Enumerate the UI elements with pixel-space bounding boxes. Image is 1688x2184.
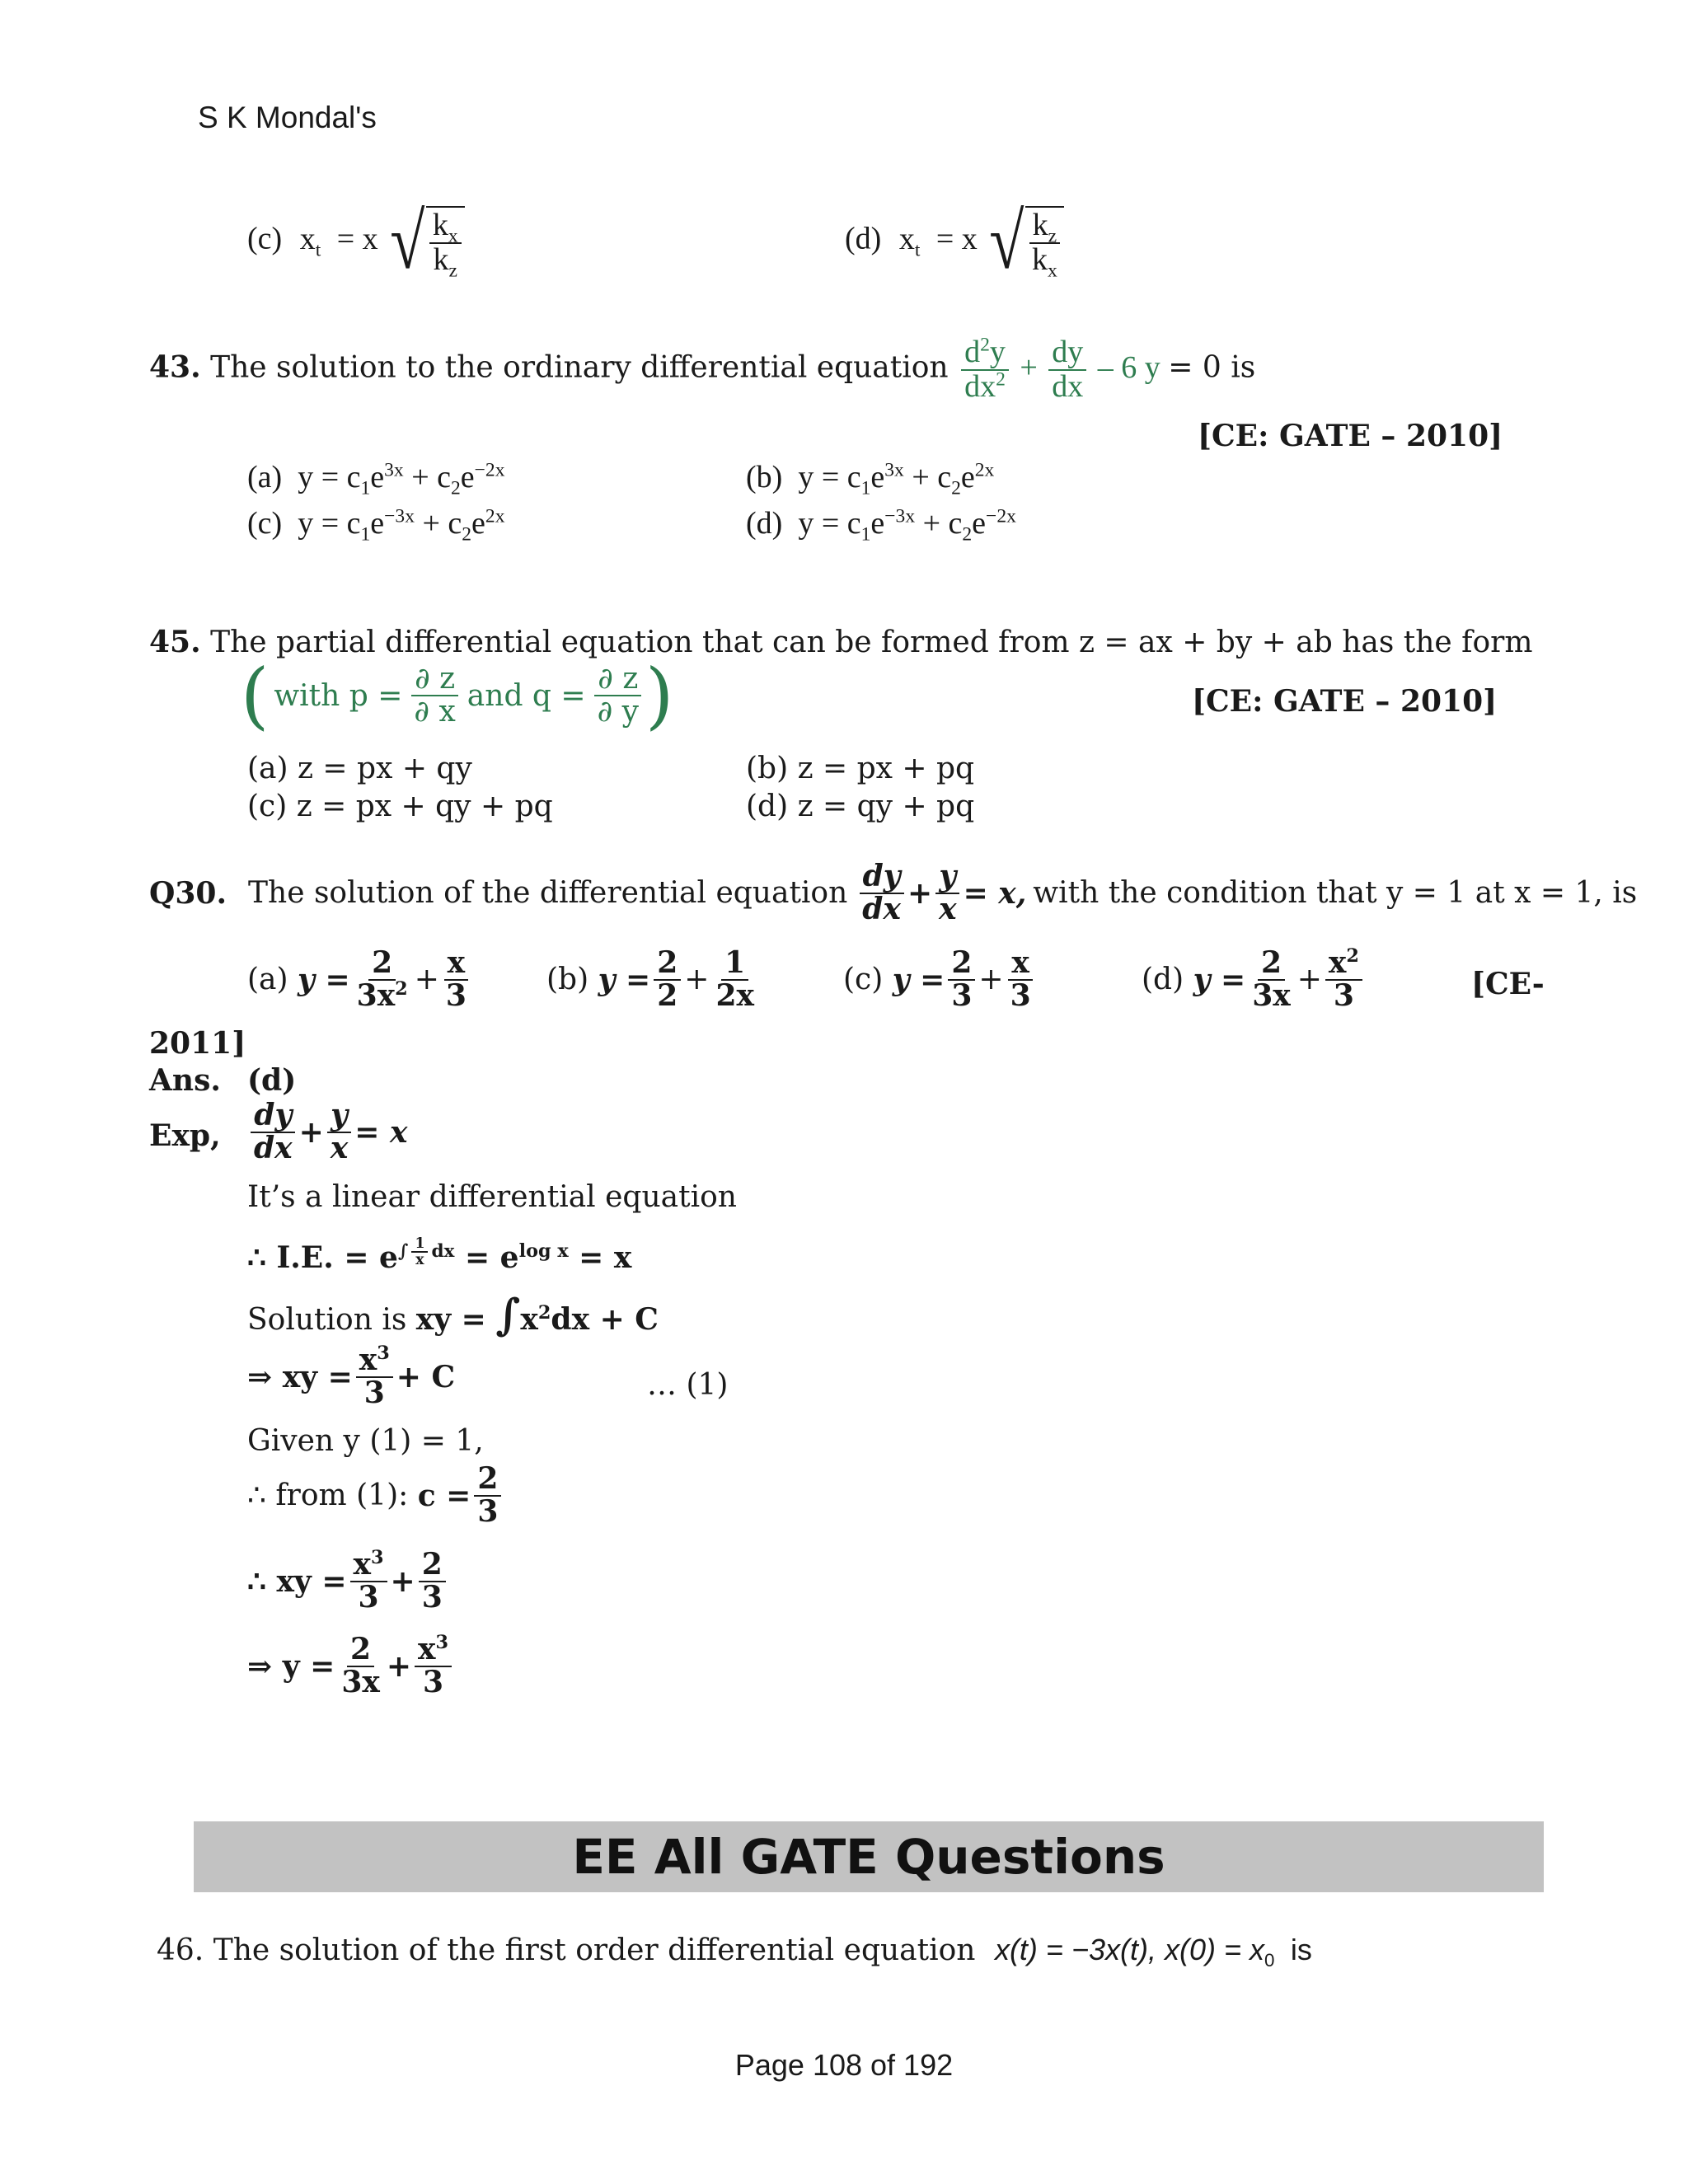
q45-tag: [CE: GATE – 2010]	[1192, 684, 1498, 719]
q43-option-a: (a) $y = c_1e^{3x} + c_2e^{-2x}$	[247, 459, 505, 499]
q43-option-b: (b) $y = c_1e^{3x} + c_2e^{2x}$	[746, 459, 995, 499]
q43-option-d: (d) $y = c_1e^{-3x} + c_2e^{-2x}$	[746, 505, 1016, 546]
question-text: 46. The solution of the first order differential equation	[157, 1933, 976, 1967]
prev-option-d	[845, 197, 1064, 285]
q43-tag: [CE: GATE – 2010]	[1198, 419, 1503, 453]
step-1-reference: … (1)	[647, 1368, 729, 1402]
answer-label: Ans.	[149, 1063, 221, 1098]
option-label: (c)	[247, 221, 283, 256]
q45-option-c: (c) z = px + qy + pq	[247, 790, 553, 823]
question-number: 43.	[149, 349, 201, 385]
equation-tail: = 0 is	[1168, 350, 1256, 385]
solution-statement: Solution is xy = $\int x^2dx + C$	[247, 1290, 659, 1340]
xy-result: ∴ xy = $\frac{x^3}{3}$ + $\frac{2}{3}$	[247, 1549, 449, 1614]
section-banner	[194, 1821, 1544, 1892]
q30-tag-part2: 2011]	[149, 1026, 246, 1061]
radical-sign: √	[989, 197, 1025, 285]
q43-option-c: (c) $y = c_1e^{-3x} + c_2e^{2x}$	[247, 505, 505, 546]
option-lhs: x	[299, 221, 316, 256]
option-rhs: = x	[336, 221, 378, 256]
sqrt-expression: √ $\frac{k_x}{k_z}$	[386, 202, 464, 281]
option-label: (d)	[845, 221, 882, 256]
q45-option-d: (d) z = qy + pq	[746, 790, 975, 823]
prev-option-c	[247, 197, 465, 285]
question-number: 45.	[149, 625, 201, 659]
constant-value: ∴ from (1): c = $\frac{2}{3}$	[247, 1464, 504, 1528]
option-lhs: x	[898, 221, 915, 256]
question-number: Q30.	[149, 875, 227, 911]
q43-equation: $\frac{d^2y}{dx^2}$ + $\frac{dy}{dx}$ – 6 y	[958, 350, 1168, 385]
step-1: ⇒ xy = $\frac{x^3}{3}$ + C	[247, 1343, 456, 1410]
q46-equation: x(t) = −3x(t), x(0) = x	[994, 1933, 1264, 1966]
q45-option-b: (b) z = px + pq	[746, 752, 975, 785]
q30-stem	[149, 861, 1637, 926]
q46-equation-sub: 0	[1264, 1950, 1275, 1971]
q45-stem	[149, 625, 1533, 659]
q30-option-c: (c) y = $\frac{2}{3}$ + $\frac{x}{3}$	[843, 948, 1038, 1012]
explanation-label: Exp,	[149, 1118, 221, 1153]
q30-tag-part1: [CE-	[1471, 967, 1545, 1001]
q30-equation: $\frac{dy}{dx}$ + $\frac{y}{x}$ = x,	[856, 861, 1026, 926]
page-number: Page 108 of 192	[734, 2048, 954, 2082]
q43-stem	[149, 336, 1255, 404]
radical-sign: √	[390, 197, 425, 285]
q30-condition: with the condition that y = 1 at x = 1, is	[1033, 876, 1638, 911]
option-lhs-sub: t	[914, 239, 921, 261]
explanation-equation: $\frac{dy}{dx}$ + $\frac{y}{x}$ = x	[247, 1100, 407, 1165]
final-result: ⇒ y = $\frac{2}{3x}$ + $\frac{x^3}{3}$	[247, 1634, 455, 1699]
section-title: EE All GATE Questions	[572, 1829, 1165, 1885]
option-lhs-sub: t	[315, 239, 321, 261]
header-author: S K Mondal's	[198, 101, 377, 134]
q30-option-a: (a) y = $\frac{2}{3x^2}$ + $\frac{x}{3}$	[247, 948, 473, 1012]
question-text: The solution of the differential equation	[248, 876, 848, 911]
given-condition: Given y (1) = 1,	[247, 1424, 484, 1458]
q46-stem	[157, 1933, 1312, 1971]
q45-option-a: (a) z = px + qy	[247, 752, 472, 785]
linear-statement: It’s a linear differential equation	[247, 1180, 737, 1214]
q45-definitions: ( with p = $\frac{\partial z}{\partial x}$ and q = $\frac{\partial z}{\partial y}$ )	[241, 653, 674, 738]
option-rhs: = x	[935, 221, 978, 256]
q46-tail: is	[1290, 1933, 1312, 1966]
q30-option-b: (b) y = $\frac{2}{2}$ + $\frac{1}{2x}$	[546, 945, 754, 1013]
integrating-factor: ∴ I.E. = $e^{\int \frac{1}{x} dx} = e^{log x} = x$	[247, 1235, 632, 1276]
q30-option-d: (d) y = $\frac{2}{3x}$ + $\frac{x^2}{3}$	[1142, 948, 1366, 1012]
sqrt-expression: √ $\frac{k_z}{k_x}$	[985, 202, 1063, 281]
question-text: The partial differential equation that can be formed from z = ax + by + ab has the form	[210, 626, 1533, 659]
answer-value: (d)	[247, 1063, 297, 1098]
question-text: The solution to the ordinary differential equation	[210, 350, 949, 385]
